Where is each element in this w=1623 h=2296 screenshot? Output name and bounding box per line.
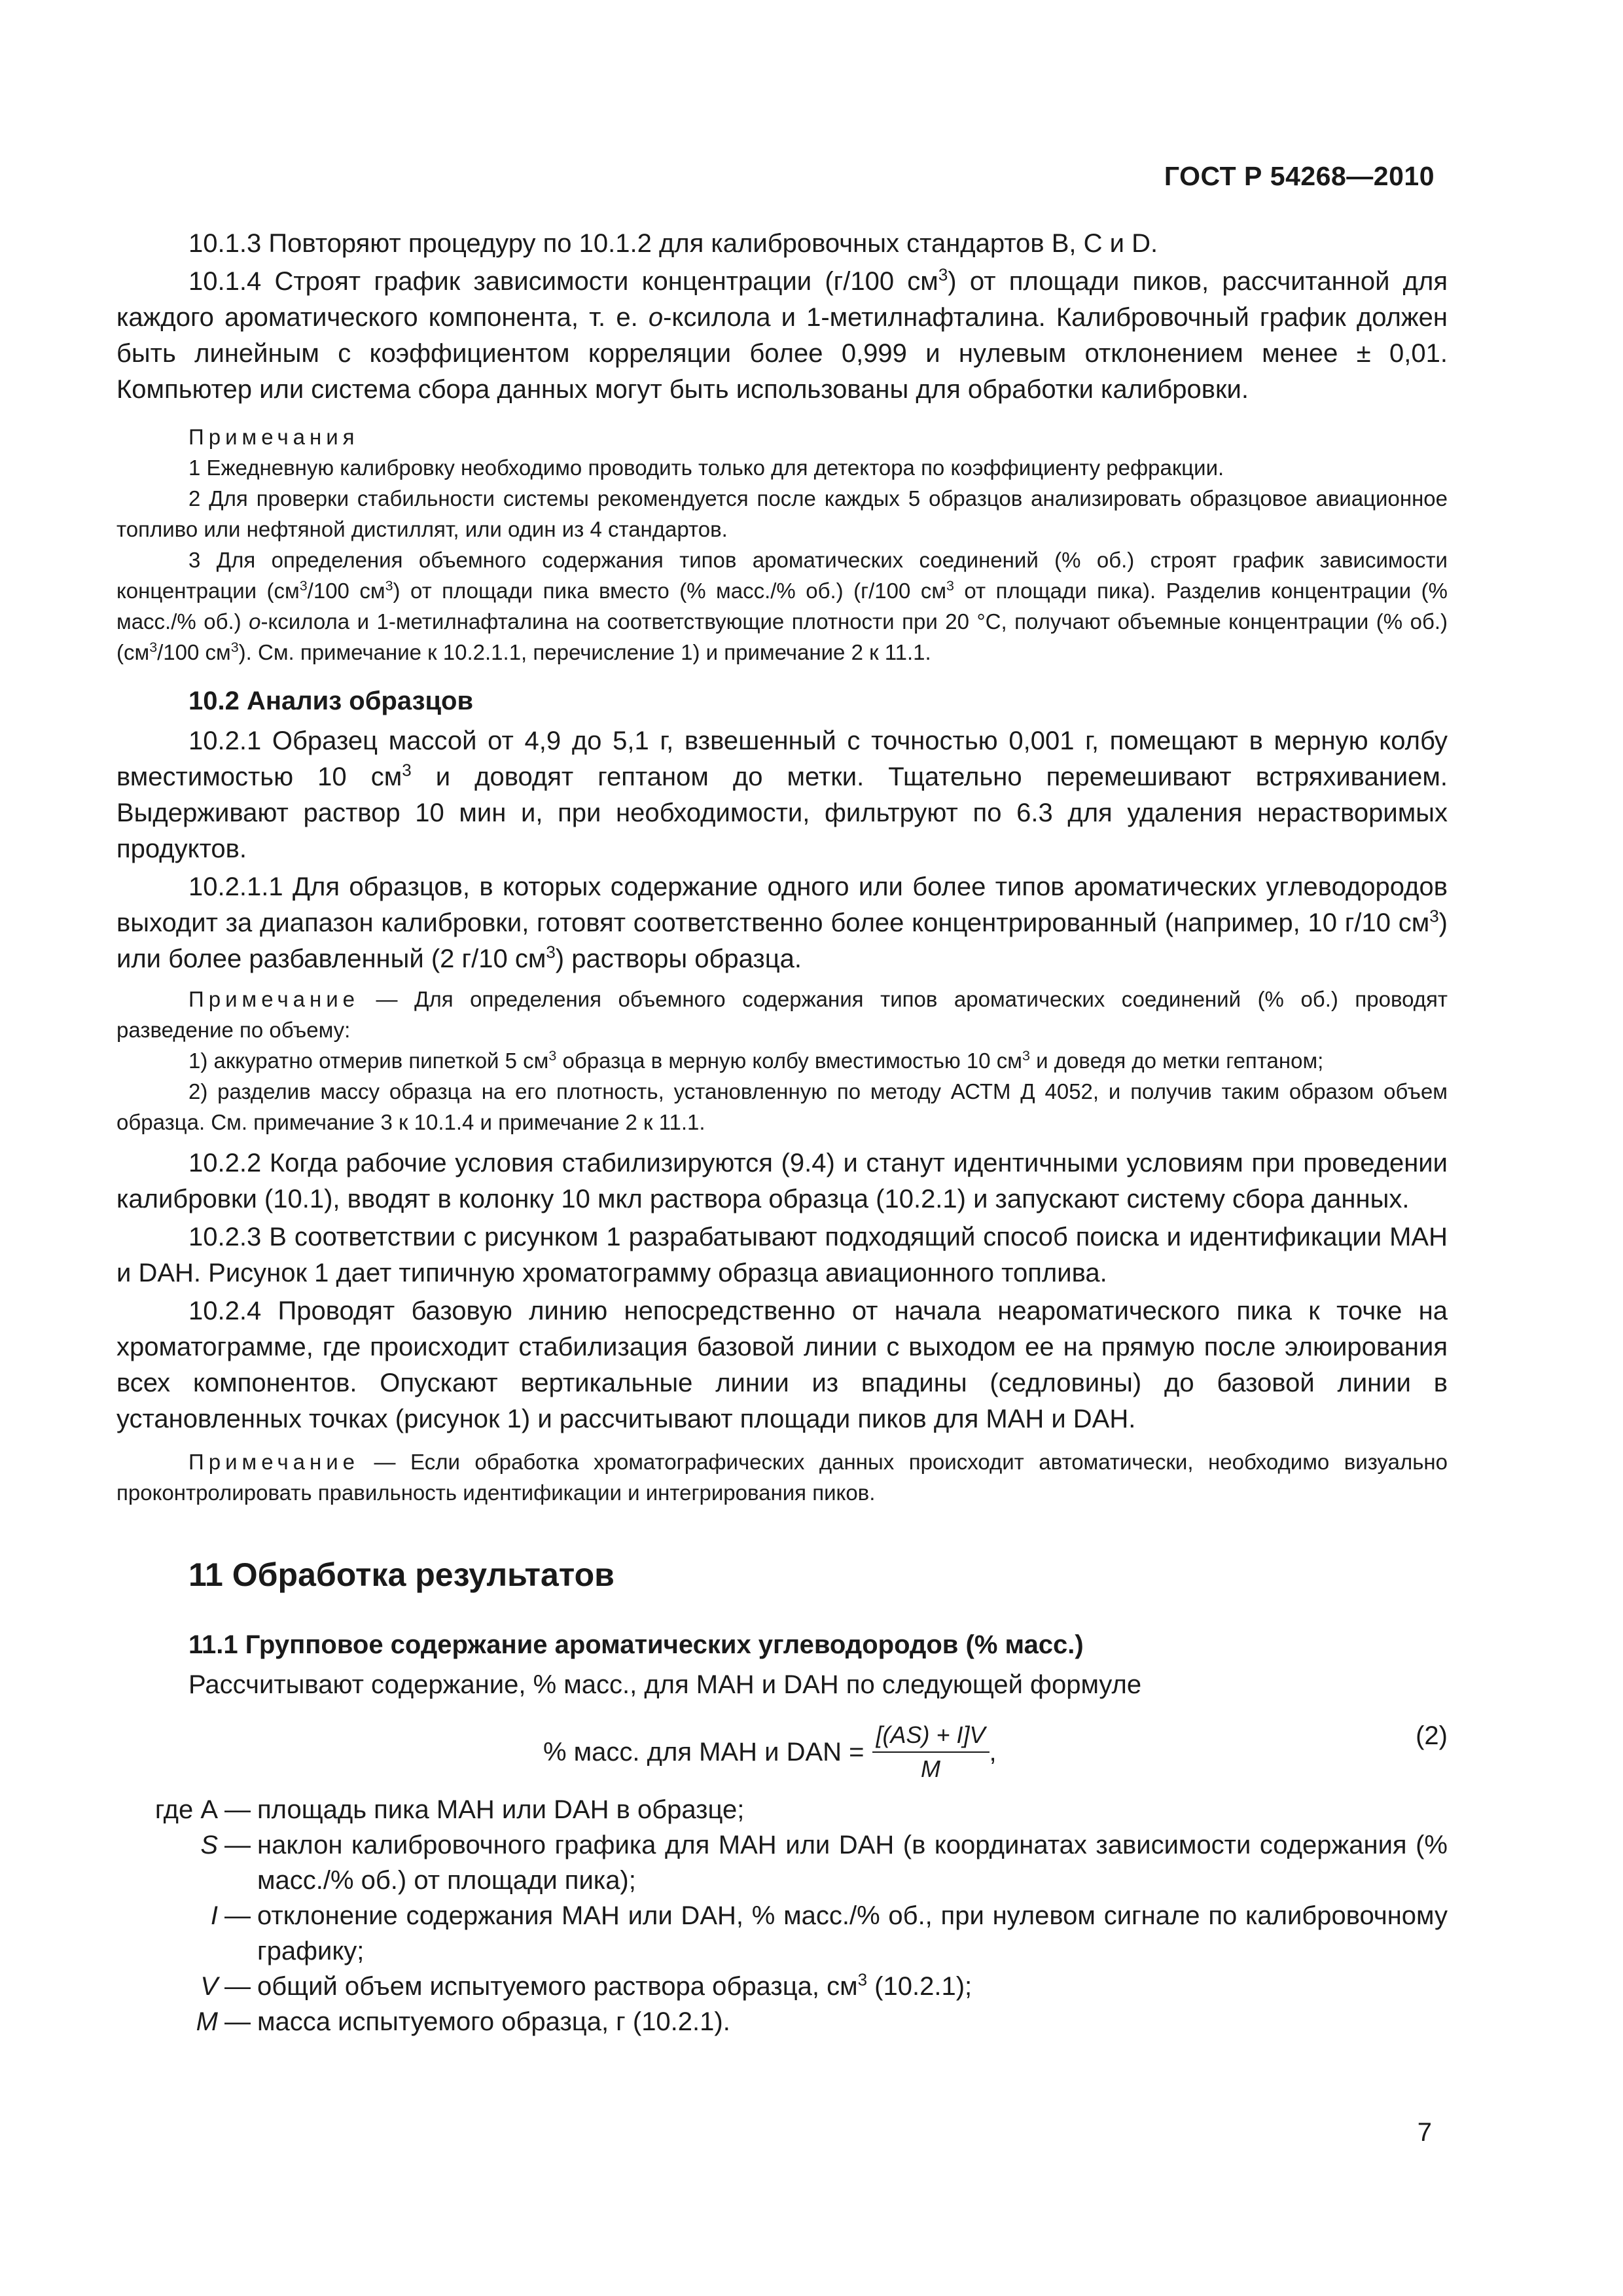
paragraph-10-2-3: 10.2.3 В соответствии с рисунком 1 разрабатывают подходящий способ поиска и идентификации MAH и DAH. Рисунок 1 дает типичную хроматограмму образца авиационного топлива. [116, 1223, 1448, 1287]
paragraph-10-2-1: 10.2.1 Образец массой от 4,9 до 5,1 г, взвешенный с точностью 0,001 г, помещают в мерную колбу вместимостью 10 $см^3$ и доводят гептаном до метки. Тщательно перемешивают встряхиванием. Выдерживают раствор 10 мин и, при необходимости, фильтруют по 6.3 для удаления нерастворимых продуктов. [116, 726, 1448, 863]
equation-number: (2) [1416, 1721, 1448, 1750]
subsection-heading-10-2: 10.2 Анализ образцов [188, 687, 474, 715]
formula-intro: Рассчитывают содержание, % масс., для MAH и DAH по следующей формуле [188, 1670, 1142, 1699]
definition-V: V — общий объем испытуемого раствора образца, $см^3$ (10.2.1); [200, 1969, 972, 2001]
note-dilution-item-2: 2) разделив массу образца на его плотность, установленную по методу АСТМ Д 4052, и получив таким образом объем образца. См. примечание 3 к 10.1.4 и примечание 2 к 11.1. [116, 1079, 1448, 1134]
paragraph-10-1-3: 10.1.3 Повторяют процедуру по 10.1.2 для калибровочных стандартов В, С и D. [188, 229, 1158, 258]
document-header: ГОСТ Р 54268—2010 [1164, 161, 1435, 191]
formula-expression [543, 1721, 997, 1783]
note-dilution: Примечание — Для определения объемного содержания типов ароматических соединений (% об.) проводят разведение по объему: [116, 987, 1448, 1042]
note-automatic-processing: Примечание — Если обработка хроматографических данных происходит автоматически, необходимо визуально проконтролировать правильность идентификации и интегрирования пиков. [116, 1450, 1448, 1505]
formula-denominator: M [921, 1755, 941, 1782]
paragraph-10-2-2: 10.2.2 Когда рабочие условия стабилизируются (9.4) и станут идентичными условиям при проведении калибровки (10.1), вводят в колонку 10 мкл раствора образца (10.2.1) и запускают систему сбора данных. [116, 1149, 1448, 1213]
note-1: 1 Ежедневную калибровку необходимо проводить только для детектора по коэффициенту рефракции. [188, 456, 1224, 480]
formula-lhs: % масс. для MAH и DAN = [543, 1737, 865, 1767]
note-3: 3 Для определения объемного содержания типов ароматических соединений (% об.) строят график зависимости концентрации ($см^3/100$ $см^3$) от площади пика вместо (% масс./% об.) (г/100 $см^3$ от площади пика). Разделив концентрации (% масс./% об.) о-ксилола и 1-метилнафталина на соответствующие плотности при 20 °С, получают объемные концентрации (% об.) ($см^3/100$ $см^3$). См. примечание к 10.2.1.1, перечисление 1) и примечание 2 к 11.1. [116, 548, 1448, 664]
definition-I: I — отклонение содержания MAH или DAH, % масс./% об., при нулевом сигнале по калибровочному графику; [210, 1901, 1448, 1965]
paragraph-10-2-1-1: 10.2.1.1 Для образцов, в которых содержание одного или более типов ароматических углеводородов выходит за диапазон калибровки, готовят соответственно более концентрированный (например, 10 г/10 $см^3$) или более разбавленный (2 г/10 $см^3$) растворы образца. [116, 872, 1448, 973]
paragraph-10-1-4: 10.1.4 Строят график зависимости концентрации (г/100 $см^3$) от площади пиков, рассчитанной для каждого ароматического компонента, т. е. о-ксилола и 1-метилнафталина. Калибровочный график должен быть линейным с коэффициентом корреляции более 0,999 и нулевым отклонением менее ± 0,01. Компьютер или система сбора данных могут быть использованы для обработки калибровки. [116, 264, 1448, 404]
definition-A: где A — площадь пика MAH или DAH в образце; [116, 1792, 1448, 1827]
formula-comma: , [989, 1737, 997, 1767]
page-number: 7 [1417, 2118, 1432, 2147]
note-dilution-item-1: 1) аккуратно отмерив пипеткой 5 $см^3$ образца в мерную колбу вместимостью 10 $см^3$ и доведя до метки гептаном; [188, 1048, 1324, 1073]
page-body [116, 226, 1448, 2039]
notes-title: Примечания [188, 425, 359, 449]
definition-M: M — масса испытуемого образца, г (10.2.1). [196, 2007, 730, 2036]
formula-2 [116, 1710, 1448, 1788]
variable-definitions [116, 1792, 1448, 2039]
paragraph-10-2-4: 10.2.4 Проводят базовую линию непосредственно от начала неароматического пика к точке на хроматограмме, где происходит стабилизация базовой линии с выходом ее на прямую после элюирования всех компонентов. Опускают вертикальные линии из впадины (седловины) до базовой линии в установленных точках (рисунок 1) и рассчитывают площади пиков для MAH и DAH. [116, 1297, 1448, 1433]
section-heading-11: 11 Обработка результатов [188, 1556, 615, 1593]
subsection-heading-11-1: 11.1 Групповое содержание ароматических углеводородов (% масс.) [188, 1630, 1084, 1659]
definition-symbol: где A [154, 1795, 218, 1824]
formula-fraction [872, 1721, 990, 1783]
formula-numerator: [(AS) + I]V [872, 1721, 990, 1753]
note-2: 2 Для проверки стабильности системы рекомендуется после каждых 5 образцов анализировать образцовое авиационное топливо или нефтяной дистиллят, или один из 4 стандартов. [116, 486, 1448, 541]
definition-S: S — наклон калибровочного графика для MAH или DAH (в координатах зависимости содержания (% масс./% об.) от площади пика); [200, 1831, 1448, 1895]
